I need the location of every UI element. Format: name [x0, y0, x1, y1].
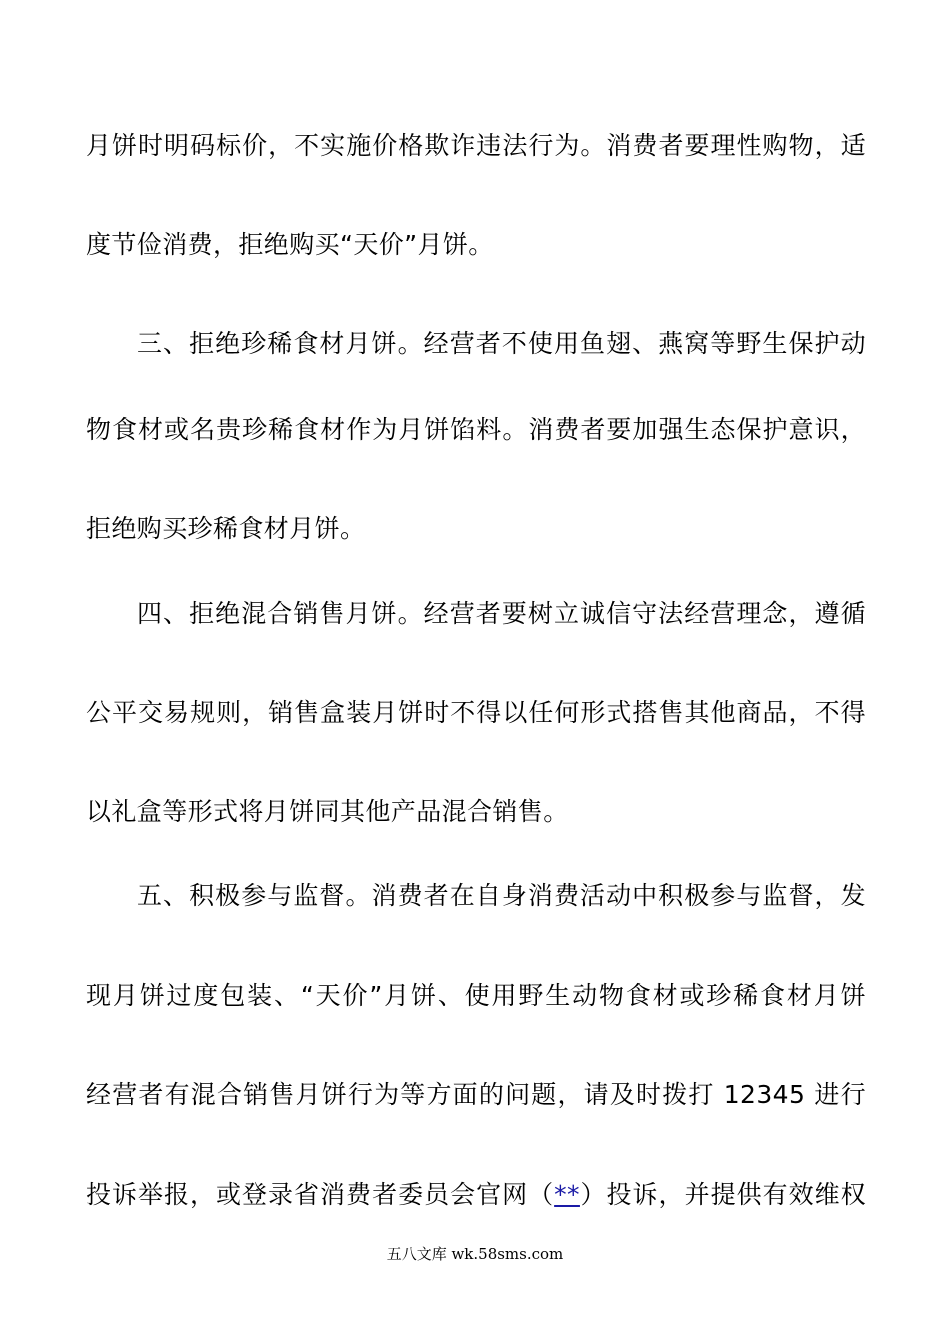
- paragraph-line: 三、拒绝珍稀食材月饼。经营者不使用鱼翅、燕窝等野生保护动: [137, 329, 866, 358]
- paragraph-line: 月饼时明码标价，不实施价格欺诈违法行为。消费者要理性购物，适: [86, 131, 866, 160]
- line-text: 投诉举报，或登录省消费者委员会官网（: [86, 1180, 555, 1209]
- paragraph-line: 拒绝购买珍稀食材月饼。: [86, 514, 366, 543]
- footer-watermark: 五八文库 wk.58sms.com: [386, 1245, 564, 1263]
- paragraph-line: 物食材或名贵珍稀食材作为月饼馅料。消费者要加强生态保护意识，: [86, 415, 866, 444]
- paragraph-line: 四、拒绝混合销售月饼。经营者要树立诚信守法经营理念，遵循: [137, 599, 866, 628]
- paragraph-line: 经营者有混合销售月饼行为等方面的问题，请及时拨打 12345 进行: [86, 1080, 866, 1109]
- paragraph-line: 以礼盒等形式将月饼同其他产品混合销售。: [86, 797, 569, 826]
- line-text: ）投诉，并提供有效维权: [579, 1180, 867, 1209]
- paragraph-line: [86, 1177, 866, 1213]
- paragraph-line: 五、积极参与监督。消费者在自身消费活动中积极参与监督，发: [137, 881, 866, 910]
- website-link[interactable]: **: [554, 1180, 580, 1209]
- paragraph-line: 度节俭消费，拒绝购买“天价”月饼。: [86, 230, 494, 259]
- paragraph-line: 现月饼过度包装、“天价”月饼、使用野生动物食材或珍稀食材月饼: [86, 981, 866, 1010]
- paragraph-line: 公平交易规则，销售盒装月饼时不得以任何形式搭售其他商品，不得: [86, 698, 866, 727]
